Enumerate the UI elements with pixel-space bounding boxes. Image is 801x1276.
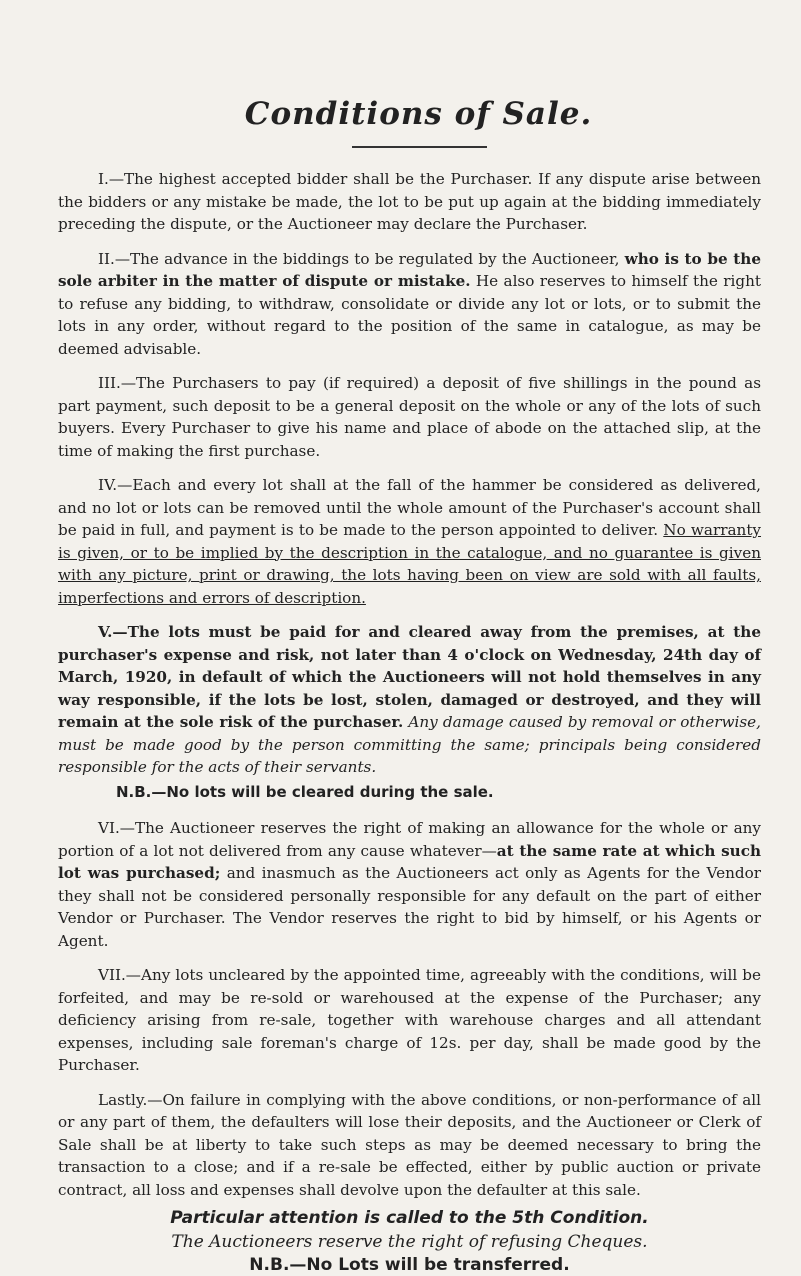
condition-2-text-bold: who is to be the sole arbiter in the matter of dispute or mistake. [58, 250, 761, 291]
condition-5-note: N.B.—No lots will be cleared during the sale. [58, 781, 761, 804]
transfer-note: N.B.—No Lots will be transferred. [58, 1254, 761, 1276]
condition-7-text: VII.—Any lots uncleared by the appointed time, agreeably with the conditions, will be forfeited, and may be re-sold or warehoused at the expense of the Purchaser; any deficiency arising from re-sale, together with warehouse charges and all attendant expenses, including sale foreman's charge of 12s. per day, shall be made good by the Purchaser. [58, 966, 761, 1074]
condition-4-text-underlined: No warranty is given, or to be implied by the description in the catalogue, and no guarantee is given with any picture, print or drawing, the lots having been on view are sold with all faults, imperfections and errors of description. [58, 521, 761, 607]
condition-5-text-italic: Any damage caused by removal or otherwise, must be made good by the person committing the same; principals being considered responsible for the acts of their servants. [58, 713, 761, 776]
condition-7 [58, 964, 761, 1077]
condition-6-text-bold: at the same rate at which such lot was purchased; [58, 842, 761, 883]
condition-5-text-bold: V.—The lots must be paid for and cleared away from the premises, at the purchaser's expense and risk, not later than 4 o'clock on Wednesday, 24th day of March, 1920, in default of which the Auctioneers will not hold themselves in any way responsible, if the lots be lost, stolen, damaged or destroyed, and they will remain at the sole risk of the purchaser. [58, 623, 761, 731]
condition-1-text: I.—The highest accepted bidder shall be the Purchaser. If any dispute arise between the bidders or any mistake be made, the lot to be put up again at the bidding immediately preceding the dispute, or the Auctioneer may declare the Purchaser. [58, 170, 761, 233]
condition-4 [58, 474, 761, 609]
attention-note: Particular attention is called to the 5th Condition. [58, 1207, 761, 1230]
page-title: Conditions of Sale. [76, 96, 761, 132]
condition-2 [58, 248, 761, 361]
condition-5 [58, 621, 761, 779]
condition-3-text: III.—The Purchasers to pay (if required) a deposit of five shillings in the pound as part payment, such deposit to be a general deposit on the whole or any of the lots of such buyers. Every Purchaser to give his name and place of abode on the attached slip, at the time of making the first purchase. [58, 374, 761, 460]
condition-lastly [58, 1089, 761, 1202]
condition-4-text-a: IV.—Each and every lot shall at the fall of the hammer be considered as delivered, and no lot or lots can be removed until the whole amount of the Purchaser's account shall be paid in full, and payment is to be made to the person appointed to deliver. [58, 476, 761, 539]
condition-3 [58, 372, 761, 462]
condition-lastly-text: Lastly.—On failure in complying with the above conditions, or non-performance of all or any part of them, the defaulters will lose their deposits, and the Auctioneer or Clerk of Sale shall be at liberty to take such steps as may be deemed necessary to bring the transaction to a close; and if a re-sale be effected, either by public auction or private contract, all loss and expenses shall devolve upon the defaulter at this sale. [58, 1091, 761, 1199]
condition-6 [58, 817, 761, 952]
condition-6-text-a: VI.—The Auctioneer reserves the right of making an allowance for the whole or any portion of a lot not delivered from any cause whatever— [58, 819, 761, 860]
cheques-note: The Auctioneers reserve the right of refusing Cheques. [58, 1230, 761, 1254]
title-rule [352, 146, 487, 148]
condition-6-text-c: and inasmuch as the Auctioneers act only as Agents for the Vendor they shall not be considered personally responsible for any default on the part of either Vendor or Purchaser. The Vendor reserves the right to bid by himself, or his Agents or Agent. [58, 864, 761, 950]
condition-1 [58, 168, 761, 236]
condition-2-text-a: II.—The advance in the biddings to be regulated by the Auctioneer, [98, 250, 625, 268]
condition-2-text-c: He also reserves to himself the right to refuse any bidding, to withdraw, consolidate or divide any lot or lots, or to submit the lots in any order, without regard to the position of the same in catalogue, as may be deemed advisable. [58, 272, 761, 358]
